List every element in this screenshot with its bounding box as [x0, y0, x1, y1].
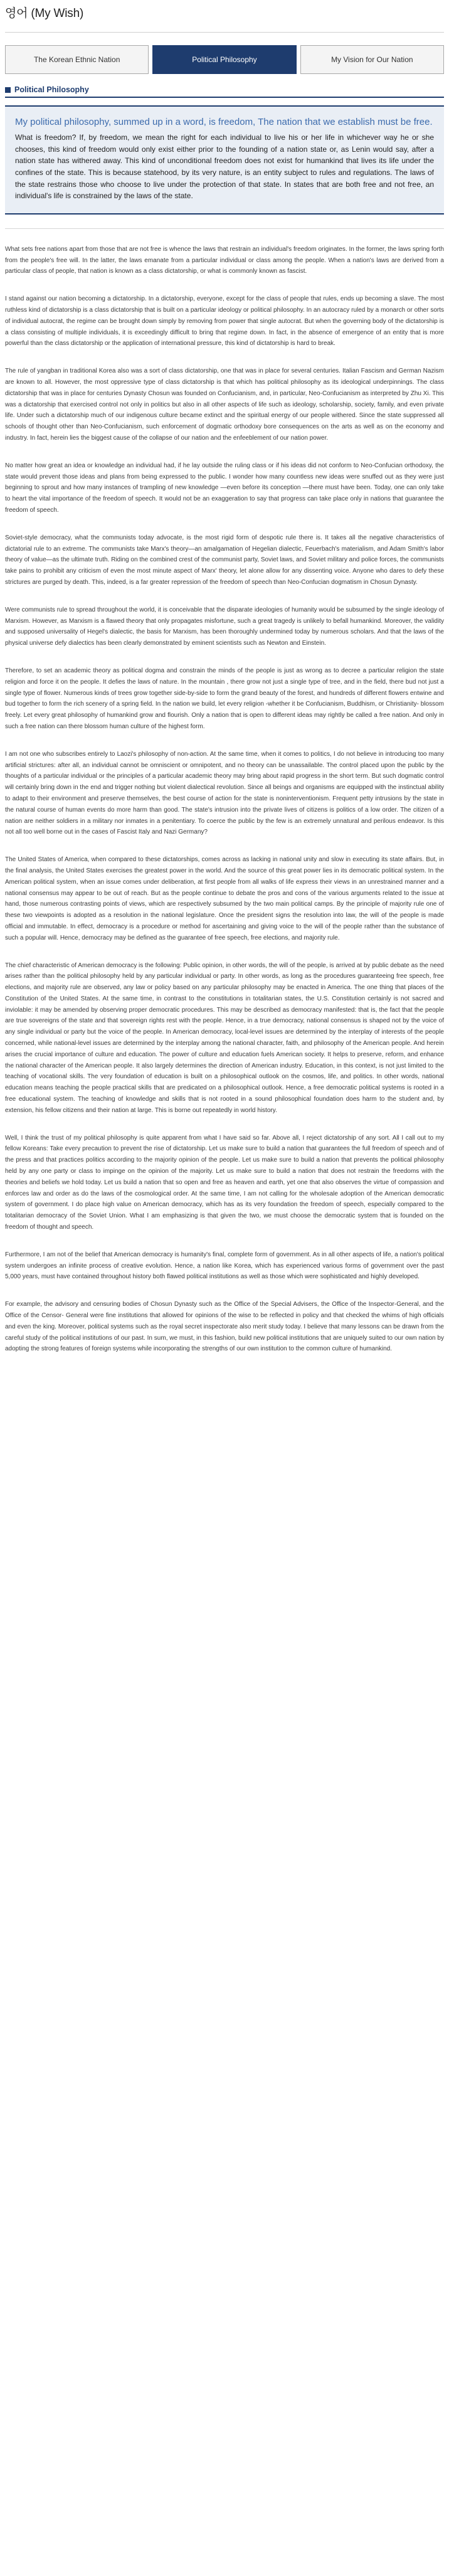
paragraph: The United States of America, when compared to these dictatorships, comes across as lacking in national unity and slow in executing its state affairs. But, in the final analysis, the United States exercises the greatest power in the world. And the source of this great power lies in its democratic political system. In the American political system, when an issue comes under deliberation, at first people from all walks of life express their views in an unrestrained manner and a national consensus may appear to be out of reach. But as the people continue to debate the pros and cons of the various arguments related to the issue at hand, those numerous contrasting points of views, which are respectively subsumed by the two main political camps. By the principle of majority rule one of these two viewpoints is adopted as a resolution in the national legislature. Once the president signs the resolution into law, the will of the people is made official and immutable. In effect, democracy is a procedure or method for ascertaining and giving voice to the will of the people rather than the substance of such a popular will. Hence, democracy may be defined as the guarantee of free speech, free elections, and majority rule. — [5, 856, 444, 941]
section-title: Political Philosophy — [14, 85, 89, 94]
paragraph: I stand against our nation becoming a dictatorship. In a dictatorship, everyone, except for the class of people that rules, ends up becoming a slave. The most ruthless kind of dictatorship is a class dictatorship that is built on a particular ideology or political philosophy. In an autocracy ruled by a monarch or other sorts of individual autocrat, the regime can be brought down simply by removing from power that single autocrat. But when the governing body of the dictatorship is a class consisting of multiple individuals, it is exceedingly difficult to bring that regime down. In fact, in the absence of emergence of an entity that is more powerful than the class dictatorship or the application of international pressure, this kind of dictatorship is hard to break. — [5, 295, 444, 347]
square-bullet-icon — [5, 87, 11, 93]
paragraph: Therefore, to set an academic theory as political dogma and constrain the minds of the people is just as wrong as to decree a particular religion the state religion and force it on the people. It defies the laws of nature. In the mountain , there grow not just a single type of tree, and in the field, there bud not just a single type of flower. Numerous kinds of trees grow together side-by-side to form the grand beauty of the forest, and hundreds of different flowers entwine and bud together to form the rich scenery of a spring field. In the nation we build, let every religion -whether it be Confucianism, Buddhism, or Christianity- blossom freely. Let every great philosophy of humankind grow and flourish. Only a nation that is open to different ideas may rightly be called a free nation. And only in such a free nation can there blossom human culture of the highest form. — [5, 667, 444, 730]
paragraph: For example, the advisory and censuring bodies of Chosun Dynasty such as the Office of the Special Advisers, the Office of the Inspector-General, and the Office of the Censor- General were fine institutions that allowed for opinions of the wise to be reflected in policy and that checked the whims of high officials and even the king. Moreover, political systems such as the royal secret inspectorate also merit study today. I believe that many lessons can be drawn from the careful study of the political institutions of our past. In sum, we must, in this fashion, build new political institutions that are uniquely suited to our own nation by adopting the strong features of foreign systems while incorporating the strengths of our own institution to the common culture of humankind. — [5, 1301, 444, 1353]
page-title: 영어 (My Wish) — [5, 7, 84, 20]
tab-korean-ethnic-nation[interactable]: The Korean Ethnic Nation — [5, 45, 149, 74]
section-header — [5, 82, 444, 98]
paragraph: Soviet-style democracy, what the communists today advocate, is the most rigid form of despotic rule there is. It takes all the negative characteristics of dictatorial rule to an extreme. The communists take Marx's theory—an amalgamation of Hegelian dialectic, Feuerbach's materialism, and Adam Smith's labor theory of value—as the ultimate truth. Riding on the combined crest of the communist party, Soviet laws, and Soviet military and police forces, the communists take pains to prohibit any criticism of even the most minute aspect of Marx' theory, let alone allow for any dissenting voice. Anyone who dares to defy these strictures are purged by death. This, indeed, is a far greater repression of the freedom of speech than Neo-Confucian dogmatism in Chosun Dynasty. — [5, 534, 444, 586]
article-body — [5, 244, 444, 1355]
summary-lead: My political philosophy, summed up in a word, is freedom, The nation that we establish must be free. — [15, 117, 433, 127]
summary-box — [5, 105, 444, 215]
tab-my-vision-for-our-nation[interactable]: My Vision for Our Nation — [300, 45, 444, 74]
content-divider — [5, 228, 444, 229]
paragraph: I am not one who subscribes entirely to Laozi's philosophy of non-action. At the same time, when it comes to politics, I do not believe in introducing too many artificial strictures: after all, an individual cannot be omniscient or omnipotent, and no theory can be unassailable. The control placed upon the public by the thoughts of a particular individual or the principles of a particular academic theory may bring about rapid progress in the short term. But such dogmatic control will certainly bring down in the end and trigger nothing but violent dialectical revolution. Since all beings and organisms are equipped with the instinctual ability to adapt to their environment and preserve themselves, the best course of action for the state is noninterventionism. Frequent petty intrusions by the state in the natural course of human events do more harm than good. The state's intrusion into the private lives of citizens is politics of a low order. The citizen of a nation are neither soldiers in a military nor inmates in a penitentiary. To coerce the public by the few is an extremely unnatural and perilous endeavor. Is this not all too well borne out in the cases of Fascist Italy and Nazi Germany? — [5, 750, 444, 836]
summary-body: What is freedom? If, by freedom, we mean the right for each individual to live his or her life in whichever way he or she chooses, this kind of freedom would only exist either prior to the founding of a nation state or, as Lenin would say, after a nation state has withered away. This kind of unconditional freedom does not exist for humankind that lives its life under the confines of the state. This is because statehood, by its very nature, is an entity subject to rules and regulations. The laws of the state restrains those who choose to live under the protection of that state. In states that are both free and not free, an individual's life is constrained by the laws of the state. — [15, 133, 434, 201]
paragraph: Well, I think the trust of my political philosophy is quite apparent from what I have said so far. Above all, I reject dictatorship of any sort. All I call out to my fellow Koreans: Take every precaution to prevent the rise of dictatorship. Let us make sure to build a nation that guarantees the full freedom of speech and of the press and that practices politics according to the majority opinion of the people. Let us make sure to build a nation that prevents the political philosophy held by any one party or class to impinge on the opinion of the majority. Let us make sure to build a nation that does not restrain the freedoms with the theories and beliefs we hold today. Let us build a nation that so open and free as heaven and earth, yet one that also observes the virtue of compassion and enforces law and order as do the laws of the cosmological order. At the same time, I am not calling for the wholesale adoption of the American democratic system of government. I do place high value on American democracy, which has as its very foundation the freedom of speech, especially compared to the totalitarian democracy of the Soviet Union. What I am emphasizing is that given the two, we must choose the democratic system that is founded on the freedom of thought and speech. — [5, 1134, 444, 1231]
paragraph: What sets free nations apart from those that are not free is whence the laws that restrain an individual's freedom originates. In the former, the laws spring forth from the people's free will. In the latter, the laws emanate from a particular individual or class among the people. When a nation's laws are derived from a particular class of people, that nation is known as a class dictatorship, or what is commonly known as fascist. — [5, 245, 444, 275]
tab-political-philosophy[interactable]: Political Philosophy — [152, 45, 296, 74]
paragraph: The chief characteristic of American democracy is the following: Public opinion, in other words, the will of the people, is arrived at by public debate as the need arises rather than the political philosophy held by any particular individual or party. In other words, as long as the procedures guaranteeing free speech, free elections, and majority rule are observed, any law or policy based on any particular philosophy may be enacted in America. The one thing that places of the Constitution of the United States. At the same time, in contrast to the constitutions in totalitarian states, the U.S. Constitution certainly is not sacred and inviolable: it may be amended by observing proper democratic procedures. This may be described as democracy manifested: that is, the fact that the people are true sovereigns of the state and that sovereign rights rest with the people. Hence, in a true democracy, national consensus is shaped not by the voice of any single individual or party but the voice of the people. In American democracy, local-level issues are determined by the interplay of interests of the people concerned, while national-level issues are determined by the interplay among the national character, faith, and philosophy of the American people. And herein arises the crucial importance of culture and education. The power of culture and education fuels American society. It helps to preserve, reform, and enhance the national character of the American people. It also largely determines the direction of American industry. Education, in this context, is not just limited to the teaching of vocational skills. The very foundation of education is built on a philosophical outlook on the cosmos, life, and politics. In other words, national education means teaching the people practical skills that are predicated on a philosophical outlook. Hence, a free democratic political systems is rooted in a free educational system. The teaching of knowledge and skills that is not rooted in a sound philosophical foundation does harm to the student and, by extension, his fellow citizens and their nation at large. This is borne out repeatedly in world history. — [5, 962, 444, 1114]
paragraph: The rule of yangban in traditional Korea also was a sort of class dictatorship, one that was in place for several centuries. Italian Fascism and German Nazism are known to all. However, the most oppressive type of class dictatorship is that which has political philosophy as its ideological underpinnings. The class dictatorship that was in place for centuries Dynasty Chosun was founded on Confucianism, and, in particular, Neo-Confucianism as interpreted by Zhu Xi. This was a dictatorship that exercised control not only in politics but also in all other aspects of life such as ideology, scholarship, society, family, and even private life. Under such a dictatorship much of our indigenous culture became extinct and the spiritual energy of our people withered. Since the state suppressed all schools of thought other than Neo-Confucianism, such enforcement of dogmatic orthodoxy bore consequences on the arts as well as on the economy and industry. In fact, herein lies the biggest cause of the collapse of our nation and the enfeeblement of our nation power. — [5, 368, 444, 442]
paragraph: Were communists rule to spread throughout the world, it is conceivable that the disparate ideologies of humanity would be subsumed by the single ideology of Marxism. However, as Marxism is a flawed theory that only propagates misfortune, such a great tragedy is unlikely to befall humankind. Moreover, the validity and supposed universality of Hegel's dialectic, the basis for Marxism, has been thoroughly undermined today by numerous scholars. And that the laws of the physical universe defy dialectics has been clearly demonstrated by eminent scientists such as Newton and Einstein. — [5, 606, 444, 647]
paragraph: Furthermore, I am not of the belief that American democracy is humanity's final, complete form of government. As in all other aspects of life, a nation's political system undergoes an infinite process of creative evolution. Hence, a nation like Korea, which has experienced various forms of government over the past 5,000 years, must have contained throughout history both flawed political institutions as well as those which were sophisticated and highly developed. — [5, 1251, 444, 1281]
paragraph: No matter how great an idea or knowledge an individual had, if he lay outside the ruling class or if his ideas did not conform to Neo-Confucian orthodoxy, the state would prevent those ideas and plans from being expressed to the public. I wonder how many countless new ideas were snuffed out as they were just beginning to sprout and how many instances of trampling of new knowledge —even before its conception —there must have been. Today, one can only take to heart the vital importance of the freedom of speech. It would not be an exaggeration to say that progress can take place only in nations that guarantee the freedom of speech. — [5, 462, 444, 514]
title-divider — [5, 32, 444, 33]
tab-bar — [5, 45, 444, 74]
